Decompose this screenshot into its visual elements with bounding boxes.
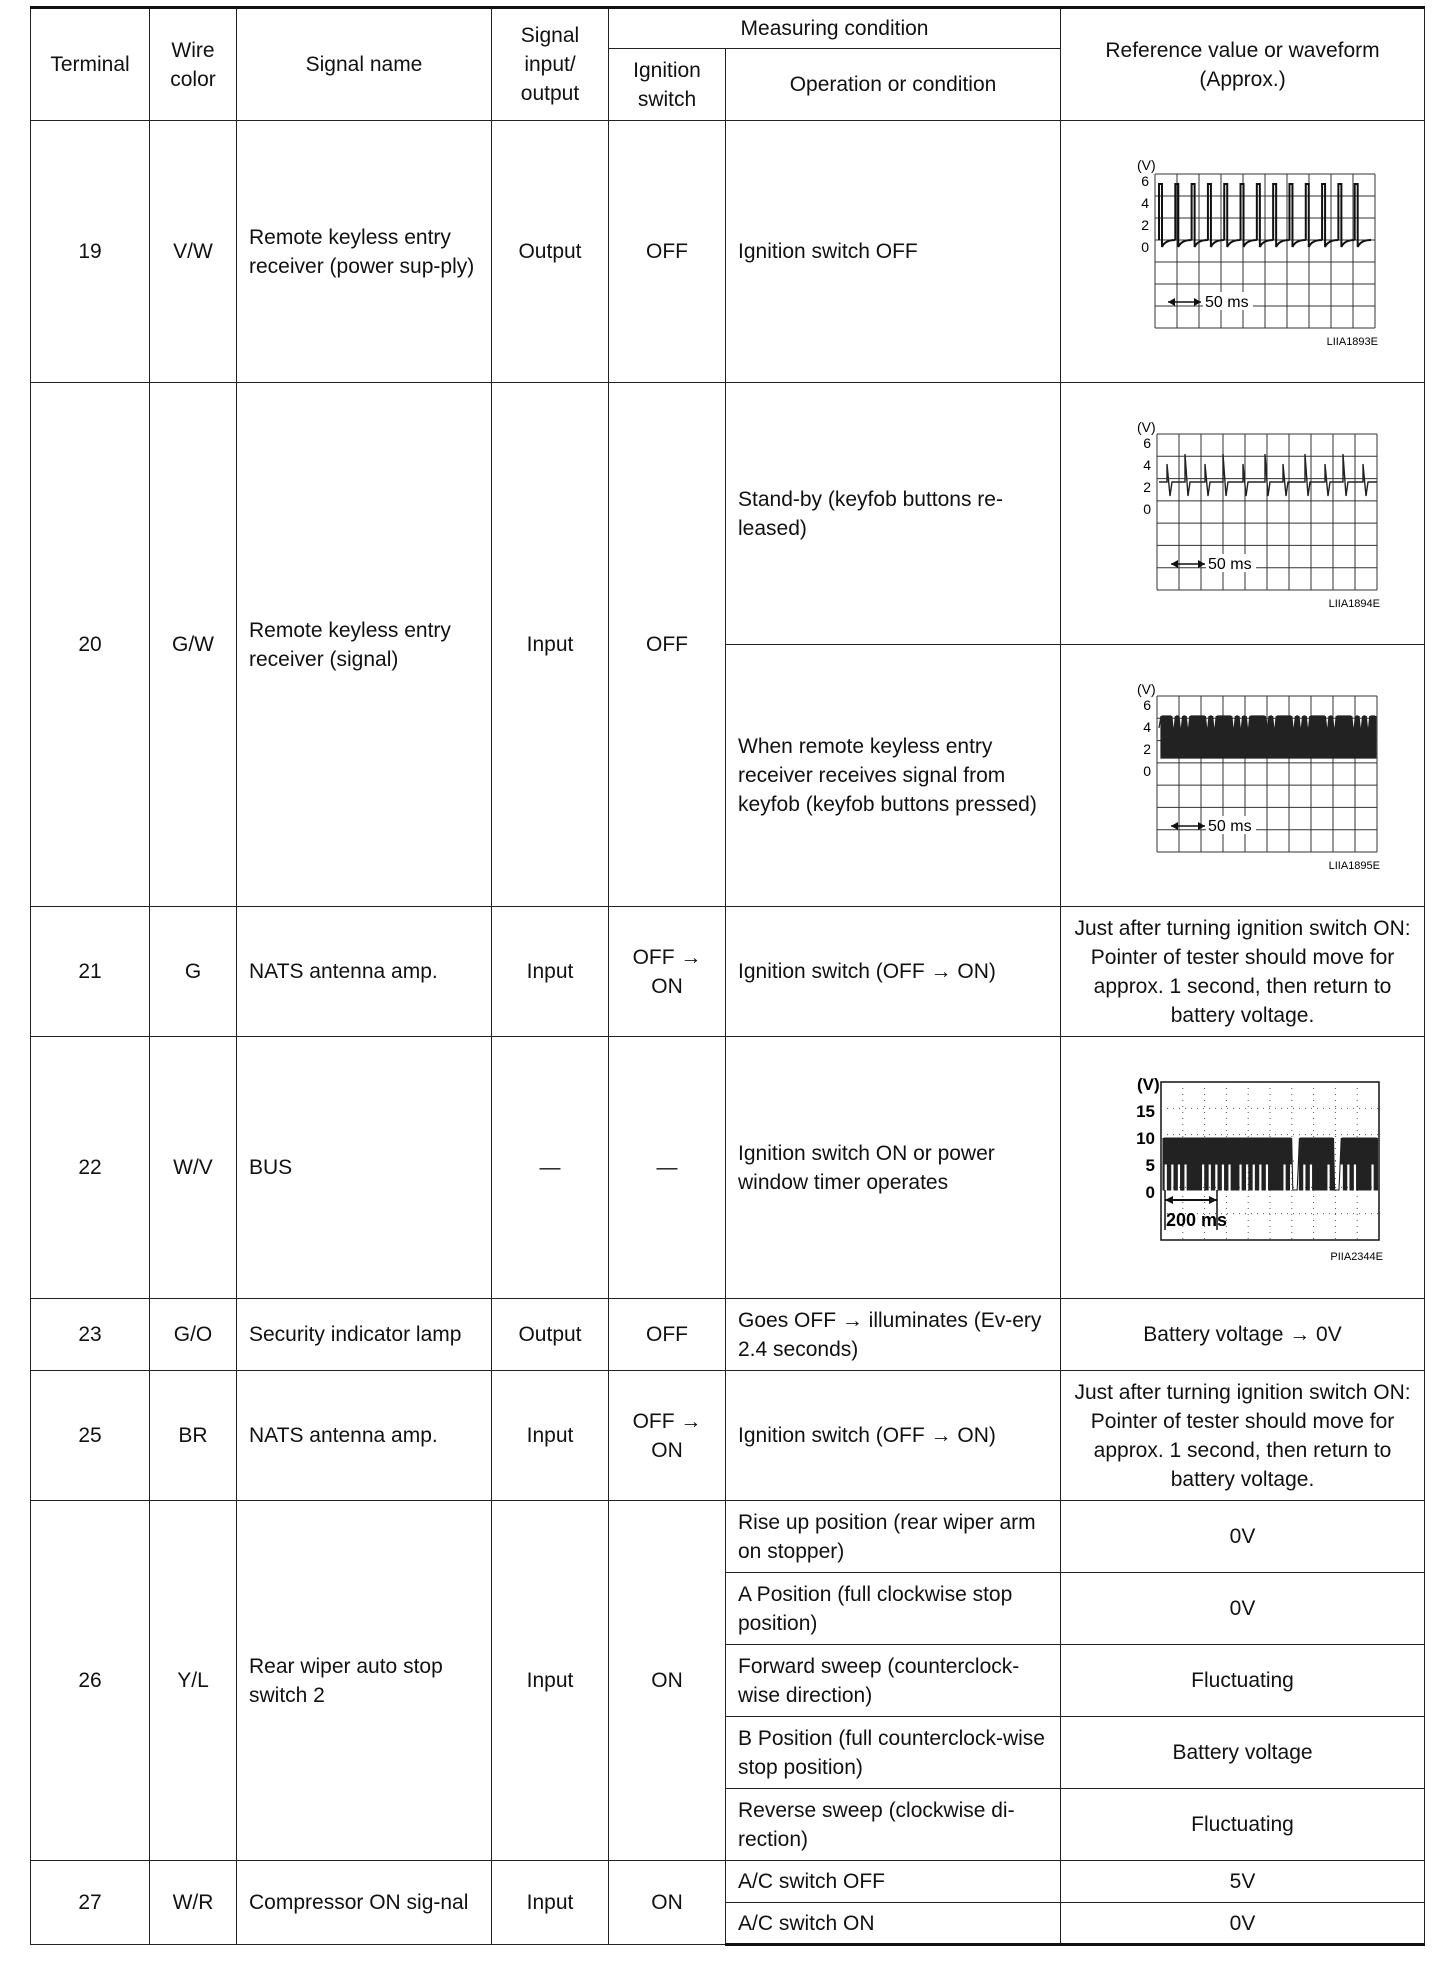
signal-name-cell: Remote keyless entry receiver (signal) xyxy=(237,383,492,907)
waveform-cell xyxy=(1061,645,1425,907)
wave-tick: 5 xyxy=(1145,1155,1155,1175)
wire-color-cell: BR xyxy=(150,1371,237,1501)
signal-name-cell: Compressor ON sig-nal xyxy=(237,1861,492,1945)
table-row xyxy=(31,1299,1425,1371)
signal-io-cell: Input xyxy=(492,1861,609,1945)
wave-unit: (V) xyxy=(1136,418,1156,435)
operation-cell: Ignition switch ON or power window timer operates xyxy=(726,1037,1061,1299)
reference-cell: Just after turning ignition switch ON: Pointer of tester should move for approx. 1 second, then return to battery voltage. xyxy=(1061,907,1425,1037)
figure-code: PIIA2344E xyxy=(1329,1250,1383,1263)
signal-io-cell: Input xyxy=(492,907,609,1037)
waveform-19 xyxy=(1093,152,1393,352)
reference-cell: 0V xyxy=(1061,1501,1425,1573)
operation-cell: When remote keyless entry receiver receives signal from keyfob (keyfob buttons pressed) xyxy=(726,645,1061,907)
signal-name-cell: Security indicator lamp xyxy=(237,1299,492,1371)
wave-grid xyxy=(1157,434,1377,590)
wire-color-cell: W/V xyxy=(150,1037,237,1299)
wave-trace xyxy=(1159,454,1377,496)
signal-io-cell: — xyxy=(492,1037,609,1299)
header-operation: Operation or condition xyxy=(726,49,1061,121)
table-row xyxy=(31,1861,1425,1903)
reference-cell: Battery voltage → 0V xyxy=(1061,1299,1425,1371)
signal-io-cell: Output xyxy=(492,1299,609,1371)
wave-scale: 50 ms xyxy=(1204,293,1249,311)
operation-cell: Ignition switch OFF xyxy=(726,121,1061,383)
ignition-cell: OFF xyxy=(609,1299,726,1371)
wire-color-cell: Y/L xyxy=(150,1501,237,1861)
header-terminal: Terminal xyxy=(31,8,150,121)
ignition-cell: OFF → ON xyxy=(609,907,726,1037)
terminal-cell: 19 xyxy=(31,121,150,383)
terminal-cell: 26 xyxy=(31,1501,150,1861)
operation-cell: A/C switch OFF xyxy=(726,1861,1061,1903)
header-signal-name: Signal name xyxy=(237,8,492,121)
scale-arrow-head xyxy=(1171,560,1178,568)
wave-scale: 50 ms xyxy=(1207,817,1252,835)
wave-tick: 10 xyxy=(1135,1128,1155,1148)
table-row xyxy=(31,1501,1425,1573)
figure-code: LIIA1894E xyxy=(1328,597,1380,610)
ignition-cell: ON xyxy=(609,1501,726,1861)
reference-cell: 0V xyxy=(1061,1573,1425,1645)
reference-cell: 0V xyxy=(1061,1903,1425,1945)
signal-io-cell: Input xyxy=(492,1371,609,1501)
operation-cell: Stand-by (keyfob buttons re-leased) xyxy=(726,383,1061,645)
ignition-cell: OFF xyxy=(609,121,726,383)
signal-name-cell: BUS xyxy=(237,1037,492,1299)
header-ignition-switch: Ignition switch xyxy=(609,49,726,121)
header-wire-color: Wire color xyxy=(150,8,237,121)
terminal-cell: 22 xyxy=(31,1037,150,1299)
operation-cell: Ignition switch (OFF → ON) xyxy=(726,1371,1061,1501)
reference-cell: Battery voltage xyxy=(1061,1717,1425,1789)
wave-tick: 2 xyxy=(1140,216,1149,233)
terminal-reference-table xyxy=(30,6,1425,1946)
figure-code: LIIA1895E xyxy=(1328,859,1380,872)
wave-unit: (V) xyxy=(1136,1074,1160,1094)
scale-arrow-head xyxy=(1209,1196,1217,1204)
operation-cell: Ignition switch (OFF → ON) xyxy=(726,907,1061,1037)
wave-tick: 6 xyxy=(1140,172,1149,189)
wave-tick: 6 xyxy=(1142,434,1151,451)
wire-color-cell: V/W xyxy=(150,121,237,383)
wave-tick: 0 xyxy=(1140,238,1149,255)
signal-io-cell: Output xyxy=(492,121,609,383)
waveform-cell xyxy=(1061,1037,1425,1299)
ignition-cell: — xyxy=(609,1037,726,1299)
signal-name-cell: Remote keyless entry receiver (power sup-ply) xyxy=(237,121,492,383)
wave-tick: 6 xyxy=(1142,696,1151,713)
signal-name-cell: NATS antenna amp. xyxy=(237,907,492,1037)
table-row xyxy=(31,1371,1425,1501)
wire-color-cell: G xyxy=(150,907,237,1037)
waveform-22 xyxy=(1093,1068,1393,1268)
wire-color-cell: W/R xyxy=(150,1861,237,1945)
waveform-cell xyxy=(1061,121,1425,383)
header-reference: Reference value or waveform (Approx.) xyxy=(1061,8,1425,121)
table-row xyxy=(31,121,1425,383)
waveform-20-standby xyxy=(1093,414,1393,614)
terminal-cell: 21 xyxy=(31,907,150,1037)
signal-name-cell: Rear wiper auto stop switch 2 xyxy=(237,1501,492,1861)
ignition-cell: OFF xyxy=(609,383,726,907)
wave-trace xyxy=(1163,1138,1378,1190)
table-row xyxy=(31,907,1425,1037)
waveform-cell xyxy=(1061,383,1425,645)
signal-io-cell: Input xyxy=(492,383,609,907)
terminal-cell: 23 xyxy=(31,1299,150,1371)
wave-tick: 2 xyxy=(1142,740,1151,757)
wave-tick: 4 xyxy=(1142,456,1151,473)
wave-tick: 0 xyxy=(1142,500,1151,517)
terminal-cell: 27 xyxy=(31,1861,150,1945)
header-signal-io: Signal input/ output xyxy=(492,8,609,121)
reference-cell: 5V xyxy=(1061,1861,1425,1903)
wave-scale: 200 ms xyxy=(1165,1209,1227,1230)
scale-arrow-head xyxy=(1168,298,1175,306)
wire-color-cell: G/O xyxy=(150,1299,237,1371)
scale-arrow-head xyxy=(1194,298,1201,306)
wave-scale: 50 ms xyxy=(1207,555,1252,573)
waveform-20-pressed xyxy=(1093,676,1393,876)
reference-cell: Just after turning ignition switch ON: Pointer of tester should move for approx. 1 second, then return to battery voltage. xyxy=(1061,1371,1425,1501)
operation-cell: A Position (full clockwise stop position) xyxy=(726,1573,1061,1645)
ignition-cell: ON xyxy=(609,1861,726,1945)
figure-code: LIIA1893E xyxy=(1326,335,1378,348)
wave-unit: (V) xyxy=(1136,156,1156,173)
table-row xyxy=(31,383,1425,645)
operation-cell: Goes OFF → illuminates (Ev-ery 2.4 seconds) xyxy=(726,1299,1061,1371)
operation-cell: Rise up position (rear wiper arm on stopper) xyxy=(726,1501,1061,1573)
signal-io-cell: Input xyxy=(492,1501,609,1861)
wave-tick: 4 xyxy=(1142,718,1151,735)
wave-tick: 0 xyxy=(1142,762,1151,779)
operation-cell: Reverse sweep (clockwise di-rection) xyxy=(726,1789,1061,1861)
wave-tick: 2 xyxy=(1142,478,1151,495)
wave-unit: (V) xyxy=(1136,680,1156,697)
ignition-cell: OFF → ON xyxy=(609,1371,726,1501)
wire-color-cell: G/W xyxy=(150,383,237,907)
signal-name-cell: NATS antenna amp. xyxy=(237,1371,492,1501)
operation-cell: B Position (full counterclock-wise stop position) xyxy=(726,1717,1061,1789)
terminal-cell: 25 xyxy=(31,1371,150,1501)
wave-tick: 15 xyxy=(1135,1101,1155,1121)
wave-tick: 4 xyxy=(1140,194,1149,211)
reference-cell: Fluctuating xyxy=(1061,1789,1425,1861)
scale-arrow-head xyxy=(1171,822,1178,830)
operation-cell: Forward sweep (counterclock-wise direction) xyxy=(726,1645,1061,1717)
header-measuring-condition: Measuring condition xyxy=(609,8,1061,49)
table-row xyxy=(31,1037,1425,1299)
scale-arrow-head xyxy=(1165,1196,1173,1204)
wave-tick: 0 xyxy=(1145,1182,1155,1202)
operation-cell: A/C switch ON xyxy=(726,1903,1061,1945)
terminal-cell: 20 xyxy=(31,383,150,907)
reference-cell: Fluctuating xyxy=(1061,1645,1425,1717)
